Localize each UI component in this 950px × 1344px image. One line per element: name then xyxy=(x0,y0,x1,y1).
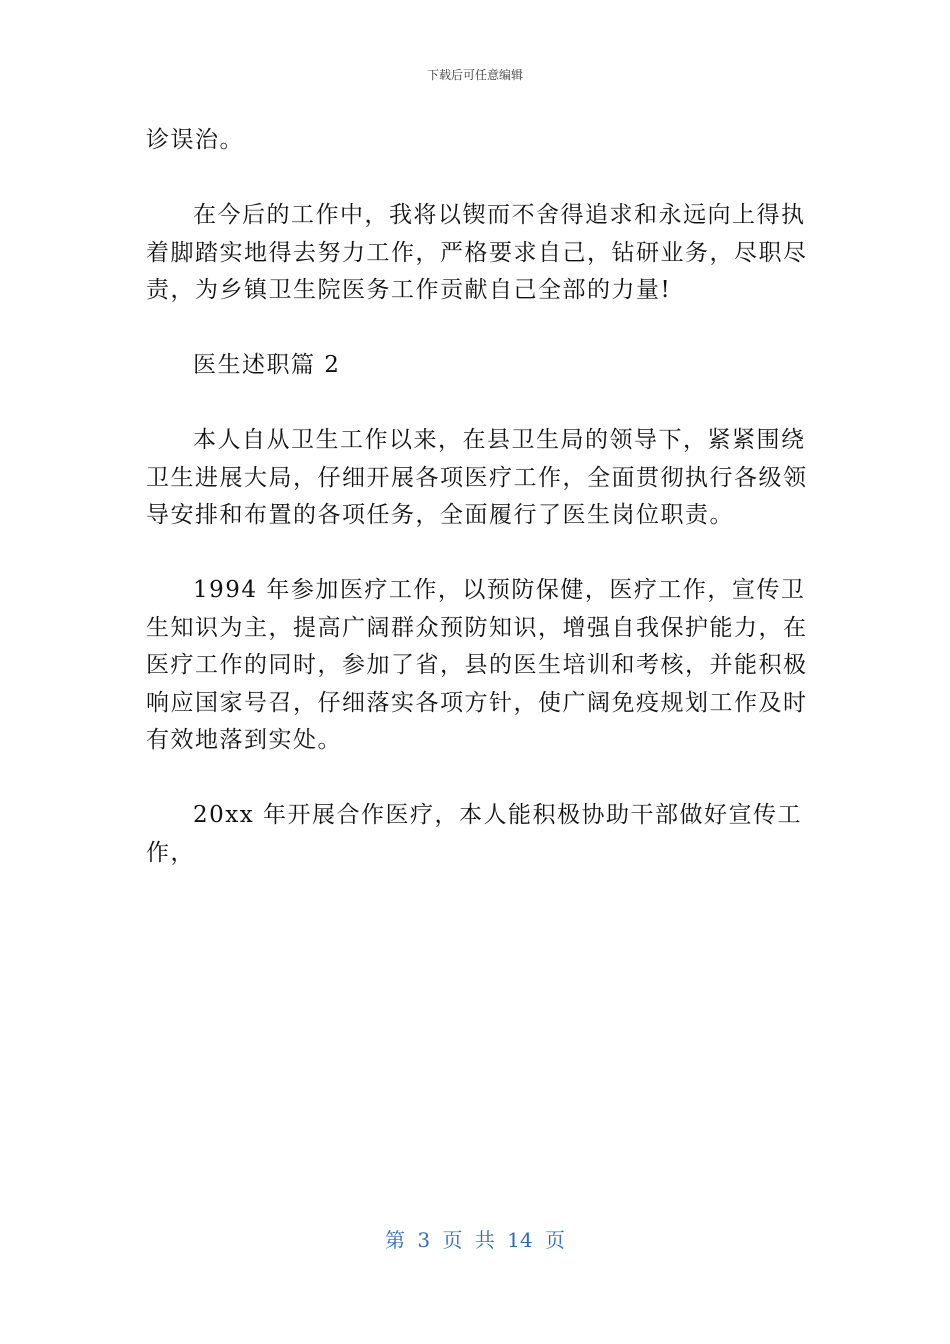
document-body xyxy=(146,122,810,910)
paragraph: 20xx 年开展合作医疗，本人能积极协助干部做好宣传工作， xyxy=(146,802,803,866)
page-footer: 第 3 页 共 14 页 xyxy=(385,1228,565,1252)
page-header: 下载后可任意编辑 xyxy=(426,68,523,82)
paragraph: 本人自从卫生工作以来，在县卫生局的领导下，紧紧围绕卫生进展大局，仔细开展各项医疗工作，全面贯彻执行各级领导安排和布置的各项任务，全面履行了医生岗位职责。 xyxy=(146,427,808,528)
paragraph: 在今后的工作中，我将以锲而不舍得追求和永远向上得执着脚踏实地得去努力工作，严格要求自己，钻研业务，尽职尽责，为乡镇卫生院医务工作贡献自己全部的力量! xyxy=(146,202,808,303)
section-heading: 医生述职篇 2 xyxy=(193,352,341,378)
paragraph: 1994 年参加医疗工作，以预防保健，医疗工作，宣传卫生知识为主，提高广阔群众预防知识，增强自我保护能力，在医疗工作的同时，参加了省，县的医生培训和考核，并能积极响应国家号召，仔细落实各项方针，使广阔免疫规划工作及时有效地落到实处。 xyxy=(146,577,808,753)
paragraph: 诊误治。 xyxy=(146,127,244,153)
